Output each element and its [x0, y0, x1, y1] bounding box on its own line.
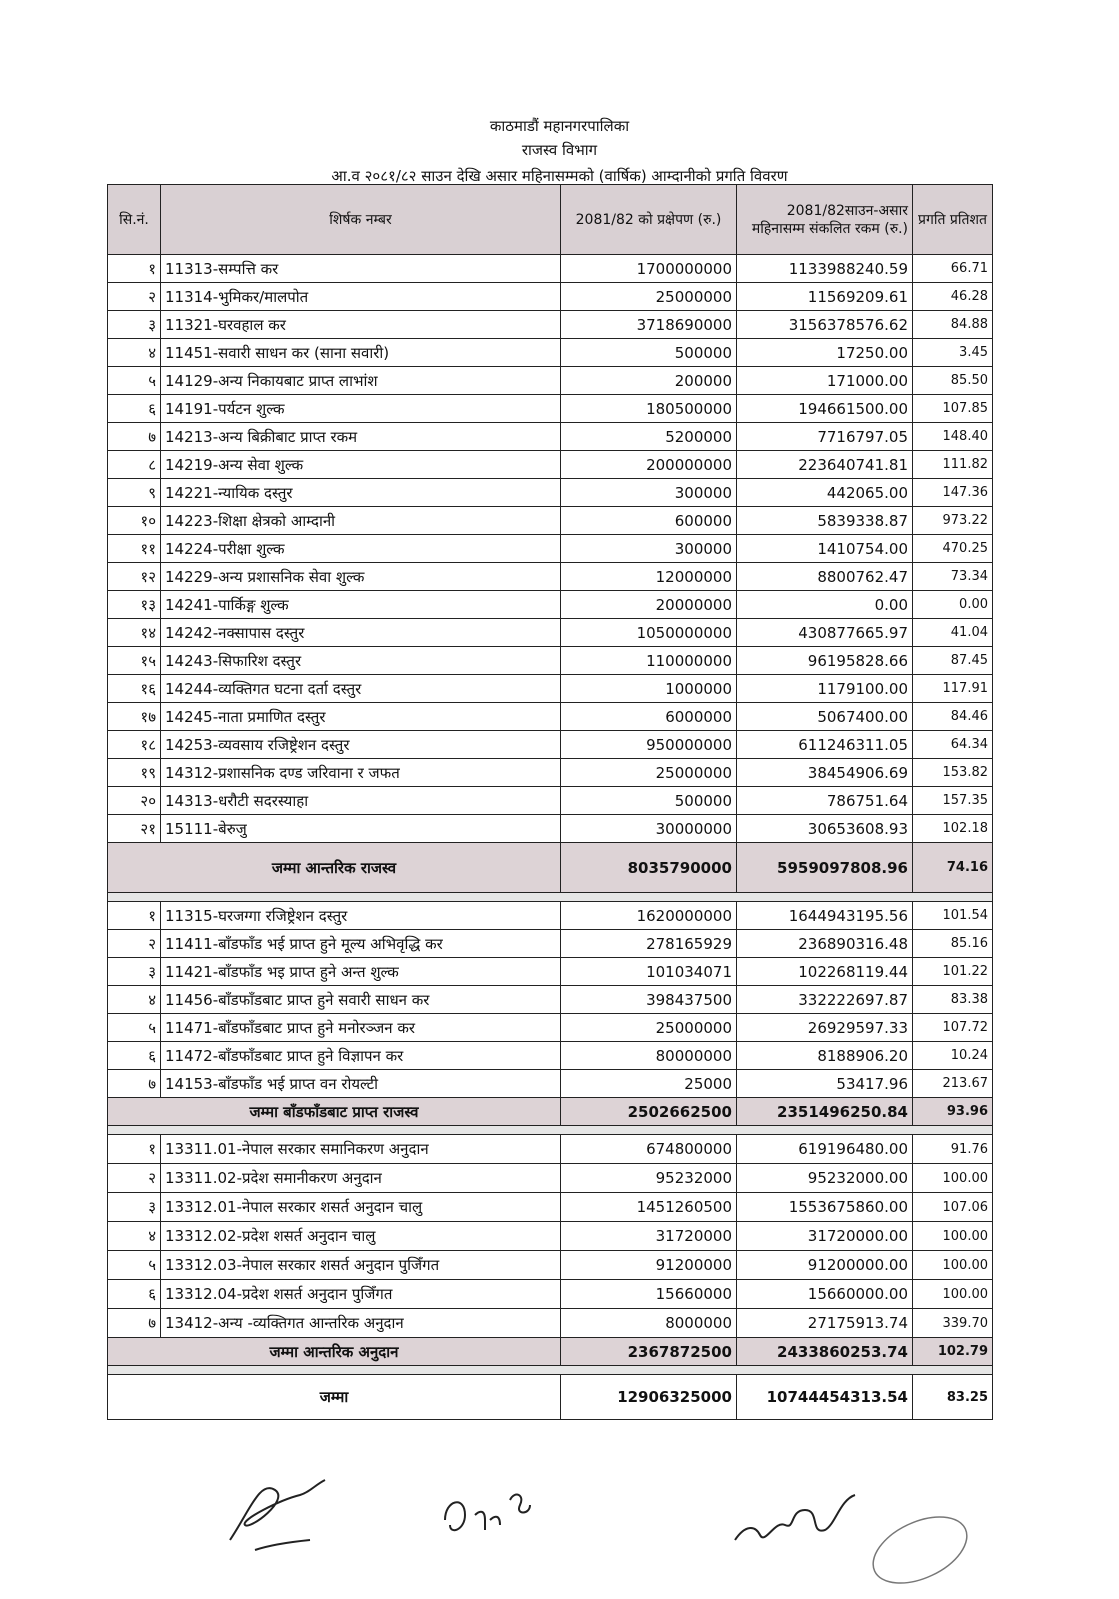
row-percent: 148.40 [913, 423, 993, 451]
row-sn: ११ [108, 535, 161, 563]
row-percent: 91.76 [913, 1135, 993, 1164]
row-title: 14153-बाँडफाँड भई प्राप्त वन रोयल्टी [161, 1070, 561, 1098]
row-percent: 339.70 [913, 1309, 993, 1338]
row-sn: ७ [108, 1309, 161, 1338]
row-projection: 1620000000 [561, 902, 737, 930]
row-sn: ३ [108, 958, 161, 986]
subtotal-percent: 74.16 [913, 843, 993, 893]
row-sn: ४ [108, 1222, 161, 1251]
row-percent: 107.72 [913, 1014, 993, 1042]
row-percent: 100.00 [913, 1280, 993, 1309]
row-title: 13412-अन्य -व्यक्तिगत आन्तरिक अनुदान [161, 1309, 561, 1338]
table-row [108, 1042, 993, 1070]
row-collected: 5839338.87 [737, 507, 913, 535]
row-sn: १ [108, 255, 161, 283]
row-collected: 53417.96 [737, 1070, 913, 1098]
col-header-sn: सि.नं. [108, 185, 161, 255]
row-sn: ९ [108, 479, 161, 507]
row-title: 14244-व्यक्तिगत घटना दर्ता दस्तुर [161, 675, 561, 703]
row-collected: 1179100.00 [737, 675, 913, 703]
row-collected: 332222697.87 [737, 986, 913, 1014]
row-sn: ७ [108, 1070, 161, 1098]
row-projection: 8000000 [561, 1309, 737, 1338]
row-percent: 157.35 [913, 787, 993, 815]
row-sn: १ [108, 1135, 161, 1164]
row-projection: 300000 [561, 535, 737, 563]
row-collected: 8188906.20 [737, 1042, 913, 1070]
row-collected: 3156378576.62 [737, 311, 913, 339]
col-header-heading: शिर्षक नम्बर [161, 185, 561, 255]
table-row [108, 367, 993, 395]
section-spacer [108, 893, 993, 902]
row-collected: 611246311.05 [737, 731, 913, 759]
row-collected: 1133988240.59 [737, 255, 913, 283]
row-projection: 200000 [561, 367, 737, 395]
row-sn: ७ [108, 423, 161, 451]
row-percent: 85.16 [913, 930, 993, 958]
table-row [108, 283, 993, 311]
row-collected: 95232000.00 [737, 1164, 913, 1193]
row-title: 14312-प्रशासनिक दण्ड जरिवाना र जफत [161, 759, 561, 787]
row-sn: १४ [108, 619, 161, 647]
row-projection: 101034071 [561, 958, 737, 986]
row-projection: 25000000 [561, 1014, 737, 1042]
row-sn: ५ [108, 1014, 161, 1042]
row-title: 14223-शिक्षा क्षेत्रको आम्दानी [161, 507, 561, 535]
table-row [108, 479, 993, 507]
row-sn: २० [108, 787, 161, 815]
row-title: 14129-अन्य निकायबाट प्राप्त लाभांश [161, 367, 561, 395]
grand-total-projection: 12906325000 [561, 1375, 737, 1420]
table-row [108, 958, 993, 986]
subtotal-label: जम्मा बाँडफाँडबाट प्राप्त राजस्व [108, 1098, 561, 1126]
row-title: 11313-सम्पत्ति कर [161, 255, 561, 283]
row-percent: 102.18 [913, 815, 993, 843]
table-row [108, 703, 993, 731]
grand-total-collected: 10744454313.54 [737, 1375, 913, 1420]
row-percent: 100.00 [913, 1164, 993, 1193]
row-percent: 3.45 [913, 339, 993, 367]
row-projection: 6000000 [561, 703, 737, 731]
row-title: 15111-बेरुजु [161, 815, 561, 843]
row-collected: 442065.00 [737, 479, 913, 507]
row-percent: 973.22 [913, 507, 993, 535]
row-title: 14242-नक्सापास दस्तुर [161, 619, 561, 647]
row-percent: 84.46 [913, 703, 993, 731]
col-header-projection: 2081/82 को प्रक्षेपण (रु.) [561, 185, 737, 255]
row-sn: ६ [108, 395, 161, 423]
table-row [108, 591, 993, 619]
subtotal-label: जम्मा आन्तरिक अनुदान [108, 1338, 561, 1366]
table-row [108, 986, 993, 1014]
table-row [108, 507, 993, 535]
row-sn: ४ [108, 986, 161, 1014]
row-sn: १७ [108, 703, 161, 731]
subtotal-row [108, 843, 993, 893]
row-sn: १० [108, 507, 161, 535]
row-collected: 1644943195.56 [737, 902, 913, 930]
table-header-row [108, 185, 993, 255]
row-percent: 470.25 [913, 535, 993, 563]
department-name: राजस्व विभाग [521, 141, 598, 159]
row-sn: २ [108, 1164, 161, 1193]
row-percent: 100.00 [913, 1222, 993, 1251]
row-percent: 83.38 [913, 986, 993, 1014]
row-collected: 786751.64 [737, 787, 913, 815]
row-title: 11471-बाँडफाँडबाट प्राप्त हुने मनोरञ्जन कर [161, 1014, 561, 1042]
row-title: 11456-बाँडफाँडबाट प्राप्त हुने सवारी साधन कर [161, 986, 561, 1014]
row-title: 11411-बाँडफाँड भई प्राप्त हुने मूल्य अभिवृद्धि कर [161, 930, 561, 958]
row-projection: 25000000 [561, 283, 737, 311]
row-projection: 500000 [561, 787, 737, 815]
row-title: 11314-भुमिकर/मालपोत [161, 283, 561, 311]
row-title: 13312.03-नेपाल सरकार शसर्त अनुदान पुजिँगत [161, 1251, 561, 1280]
row-title: 13311.02-प्रदेश समानीकरण अनुदान [161, 1164, 561, 1193]
row-projection: 3718690000 [561, 311, 737, 339]
shared-revenue-section [108, 893, 993, 1126]
subtotal-projection: 2367872500 [561, 1338, 737, 1366]
row-projection: 500000 [561, 339, 737, 367]
row-sn: ३ [108, 1193, 161, 1222]
row-percent: 41.04 [913, 619, 993, 647]
row-collected: 7716797.05 [737, 423, 913, 451]
row-title: 11315-घरजग्गा रजिष्ट्रेशन दस्तुर [161, 902, 561, 930]
row-collected: 31720000.00 [737, 1222, 913, 1251]
row-collected: 91200000.00 [737, 1251, 913, 1280]
row-collected: 96195828.66 [737, 647, 913, 675]
row-projection: 25000 [561, 1070, 737, 1098]
row-collected: 17250.00 [737, 339, 913, 367]
subtotal-label: जम्मा आन्तरिक राजस्व [108, 843, 561, 893]
table-row [108, 1251, 993, 1280]
grants-section [108, 1126, 993, 1366]
row-projection: 300000 [561, 479, 737, 507]
row-sn: ५ [108, 367, 161, 395]
grand-total-label: जम्मा [108, 1375, 561, 1420]
row-sn: ३ [108, 311, 161, 339]
row-sn: २१ [108, 815, 161, 843]
table-row [108, 1014, 993, 1042]
report-title: आ.व २०८१/८२ साउन देखि असार महिनासम्मको (वार्षिक) आम्दानीको प्रगति विवरण [331, 167, 788, 185]
row-sn: १८ [108, 731, 161, 759]
row-projection: 25000000 [561, 759, 737, 787]
row-projection: 1050000000 [561, 619, 737, 647]
table-row [108, 731, 993, 759]
row-percent: 101.22 [913, 958, 993, 986]
row-projection: 5200000 [561, 423, 737, 451]
row-collected: 38454906.69 [737, 759, 913, 787]
row-title: 11421-बाँडफाँड भइ प्राप्त हुने अन्त शुल्क [161, 958, 561, 986]
row-sn: ६ [108, 1280, 161, 1309]
table-row [108, 1164, 993, 1193]
row-percent: 213.67 [913, 1070, 993, 1098]
row-projection: 31720000 [561, 1222, 737, 1251]
section-spacer [108, 1366, 993, 1375]
row-title: 14313-धरौटी सदरस्याहा [161, 787, 561, 815]
table-row [108, 1222, 993, 1251]
table-row [108, 255, 993, 283]
row-percent: 107.06 [913, 1193, 993, 1222]
row-projection: 91200000 [561, 1251, 737, 1280]
row-projection: 674800000 [561, 1135, 737, 1164]
subtotal-projection: 2502662500 [561, 1098, 737, 1126]
table-row [108, 451, 993, 479]
table-row [108, 1193, 993, 1222]
row-collected: 15660000.00 [737, 1280, 913, 1309]
row-sn: १६ [108, 675, 161, 703]
row-collected: 30653608.93 [737, 815, 913, 843]
row-percent: 46.28 [913, 283, 993, 311]
row-sn: ४ [108, 339, 161, 367]
row-title: 13312.04-प्रदेश शसर्त अनुदान पुजिँगत [161, 1280, 561, 1309]
row-collected: 1553675860.00 [737, 1193, 913, 1222]
row-collected: 223640741.81 [737, 451, 913, 479]
row-projection: 80000000 [561, 1042, 737, 1070]
row-collected: 236890316.48 [737, 930, 913, 958]
row-collected: 194661500.00 [737, 395, 913, 423]
row-collected: 0.00 [737, 591, 913, 619]
row-projection: 1000000 [561, 675, 737, 703]
table-row [108, 815, 993, 843]
row-percent: 87.45 [913, 647, 993, 675]
row-collected: 1410754.00 [737, 535, 913, 563]
subtotal-collected: 2351496250.84 [737, 1098, 913, 1126]
row-sn: ६ [108, 1042, 161, 1070]
row-sn: १५ [108, 647, 161, 675]
row-title: 13312.02-प्रदेश शसर्त अनुदान चालु [161, 1222, 561, 1251]
row-title: 14229-अन्य प्रशासनिक सेवा शुल्क [161, 563, 561, 591]
row-collected: 5067400.00 [737, 703, 913, 731]
section-spacer [108, 1126, 993, 1135]
row-sn: २ [108, 930, 161, 958]
row-title: 14243-सिफारिश दस्तुर [161, 647, 561, 675]
row-sn: १२ [108, 563, 161, 591]
table-row [108, 787, 993, 815]
grand-total-percent: 83.25 [913, 1375, 993, 1420]
table-row [108, 930, 993, 958]
row-title: 14245-नाता प्रमाणित दस्तुर [161, 703, 561, 731]
table-row [108, 423, 993, 451]
row-sn: १ [108, 902, 161, 930]
internal-revenue-section [108, 255, 993, 893]
row-sn: १३ [108, 591, 161, 619]
row-percent: 147.36 [913, 479, 993, 507]
row-collected: 619196480.00 [737, 1135, 913, 1164]
subtotal-row [108, 1338, 993, 1366]
row-title: 14224-परीक्षा शुल्क [161, 535, 561, 563]
row-title: 14253-व्यवसाय रजिष्ट्रेशन दस्तुर [161, 731, 561, 759]
row-collected: 26929597.33 [737, 1014, 913, 1042]
subtotal-percent: 102.79 [913, 1338, 993, 1366]
row-percent: 111.82 [913, 451, 993, 479]
signature-2 [435, 1480, 535, 1550]
row-collected: 171000.00 [737, 367, 913, 395]
table-row [108, 1070, 993, 1098]
row-sn: ५ [108, 1251, 161, 1280]
row-percent: 117.91 [913, 675, 993, 703]
row-title: 11451-सवारी साधन कर (साना सवारी) [161, 339, 561, 367]
table-row [108, 1309, 993, 1338]
subtotal-percent: 93.96 [913, 1098, 993, 1126]
table-row [108, 1280, 993, 1309]
row-title: 14191-पर्यटन शुल्क [161, 395, 561, 423]
subtotal-collected: 5959097808.96 [737, 843, 913, 893]
row-title: 14241-पार्किङ्ग शुल्क [161, 591, 561, 619]
row-title: 14213-अन्य बिक्रीबाट प्राप्त रकम [161, 423, 561, 451]
row-title: 11472-बाँडफाँडबाट प्राप्त हुने विज्ञापन कर [161, 1042, 561, 1070]
grand-total-row [108, 1375, 993, 1420]
row-projection: 15660000 [561, 1280, 737, 1309]
row-projection: 1451260500 [561, 1193, 737, 1222]
table-row [108, 395, 993, 423]
row-percent: 107.85 [913, 395, 993, 423]
office-name: काठमाडौं महानगरपालिका [489, 117, 630, 135]
row-projection: 1700000000 [561, 255, 737, 283]
row-percent: 66.71 [913, 255, 993, 283]
col-header-percent: प्रगति प्रतिशत [913, 185, 993, 255]
row-title: 13311.01-नेपाल सरकार समानिकरण अनुदान [161, 1135, 561, 1164]
col-header-collected: 2081/82साउन-असार महिनासम्म संकलित रकम (रु.) [737, 185, 913, 255]
row-projection: 95232000 [561, 1164, 737, 1193]
row-collected: 102268119.44 [737, 958, 913, 986]
row-title: 14221-न्यायिक दस्तुर [161, 479, 561, 507]
row-sn: २ [108, 283, 161, 311]
subtotal-projection: 8035790000 [561, 843, 737, 893]
table-row [108, 619, 993, 647]
table-row [108, 339, 993, 367]
row-projection: 30000000 [561, 815, 737, 843]
row-sn: ८ [108, 451, 161, 479]
row-percent: 64.34 [913, 731, 993, 759]
signature-3-with-stamp [730, 1480, 980, 1590]
table-row [108, 311, 993, 339]
revenue-table [107, 184, 993, 1420]
row-percent: 0.00 [913, 591, 993, 619]
subtotal-row [108, 1098, 993, 1126]
row-projection: 600000 [561, 507, 737, 535]
row-collected: 8800762.47 [737, 563, 913, 591]
row-projection: 110000000 [561, 647, 737, 675]
row-projection: 950000000 [561, 731, 737, 759]
row-percent: 153.82 [913, 759, 993, 787]
row-title: 11321-घरवहाल कर [161, 311, 561, 339]
row-title: 13312.01-नेपाल सरकार शसर्त अनुदान चालु [161, 1193, 561, 1222]
table-row [108, 647, 993, 675]
row-collected: 430877665.97 [737, 619, 913, 647]
table-row [108, 1135, 993, 1164]
row-sn: १९ [108, 759, 161, 787]
row-projection: 200000000 [561, 451, 737, 479]
table-row [108, 675, 993, 703]
row-percent: 10.24 [913, 1042, 993, 1070]
table-row [108, 902, 993, 930]
row-projection: 12000000 [561, 563, 737, 591]
row-projection: 278165929 [561, 930, 737, 958]
row-percent: 100.00 [913, 1251, 993, 1280]
row-title: 14219-अन्य सेवा शुल्क [161, 451, 561, 479]
row-percent: 101.54 [913, 902, 993, 930]
row-percent: 73.34 [913, 563, 993, 591]
signature-1 [220, 1470, 330, 1560]
row-projection: 180500000 [561, 395, 737, 423]
row-percent: 84.88 [913, 311, 993, 339]
subtotal-collected: 2433860253.74 [737, 1338, 913, 1366]
table-row [108, 759, 993, 787]
row-percent: 85.50 [913, 367, 993, 395]
row-projection: 20000000 [561, 591, 737, 619]
table-row [108, 563, 993, 591]
table-row [108, 535, 993, 563]
row-collected: 27175913.74 [737, 1309, 913, 1338]
row-collected: 11569209.61 [737, 283, 913, 311]
row-projection: 398437500 [561, 986, 737, 1014]
